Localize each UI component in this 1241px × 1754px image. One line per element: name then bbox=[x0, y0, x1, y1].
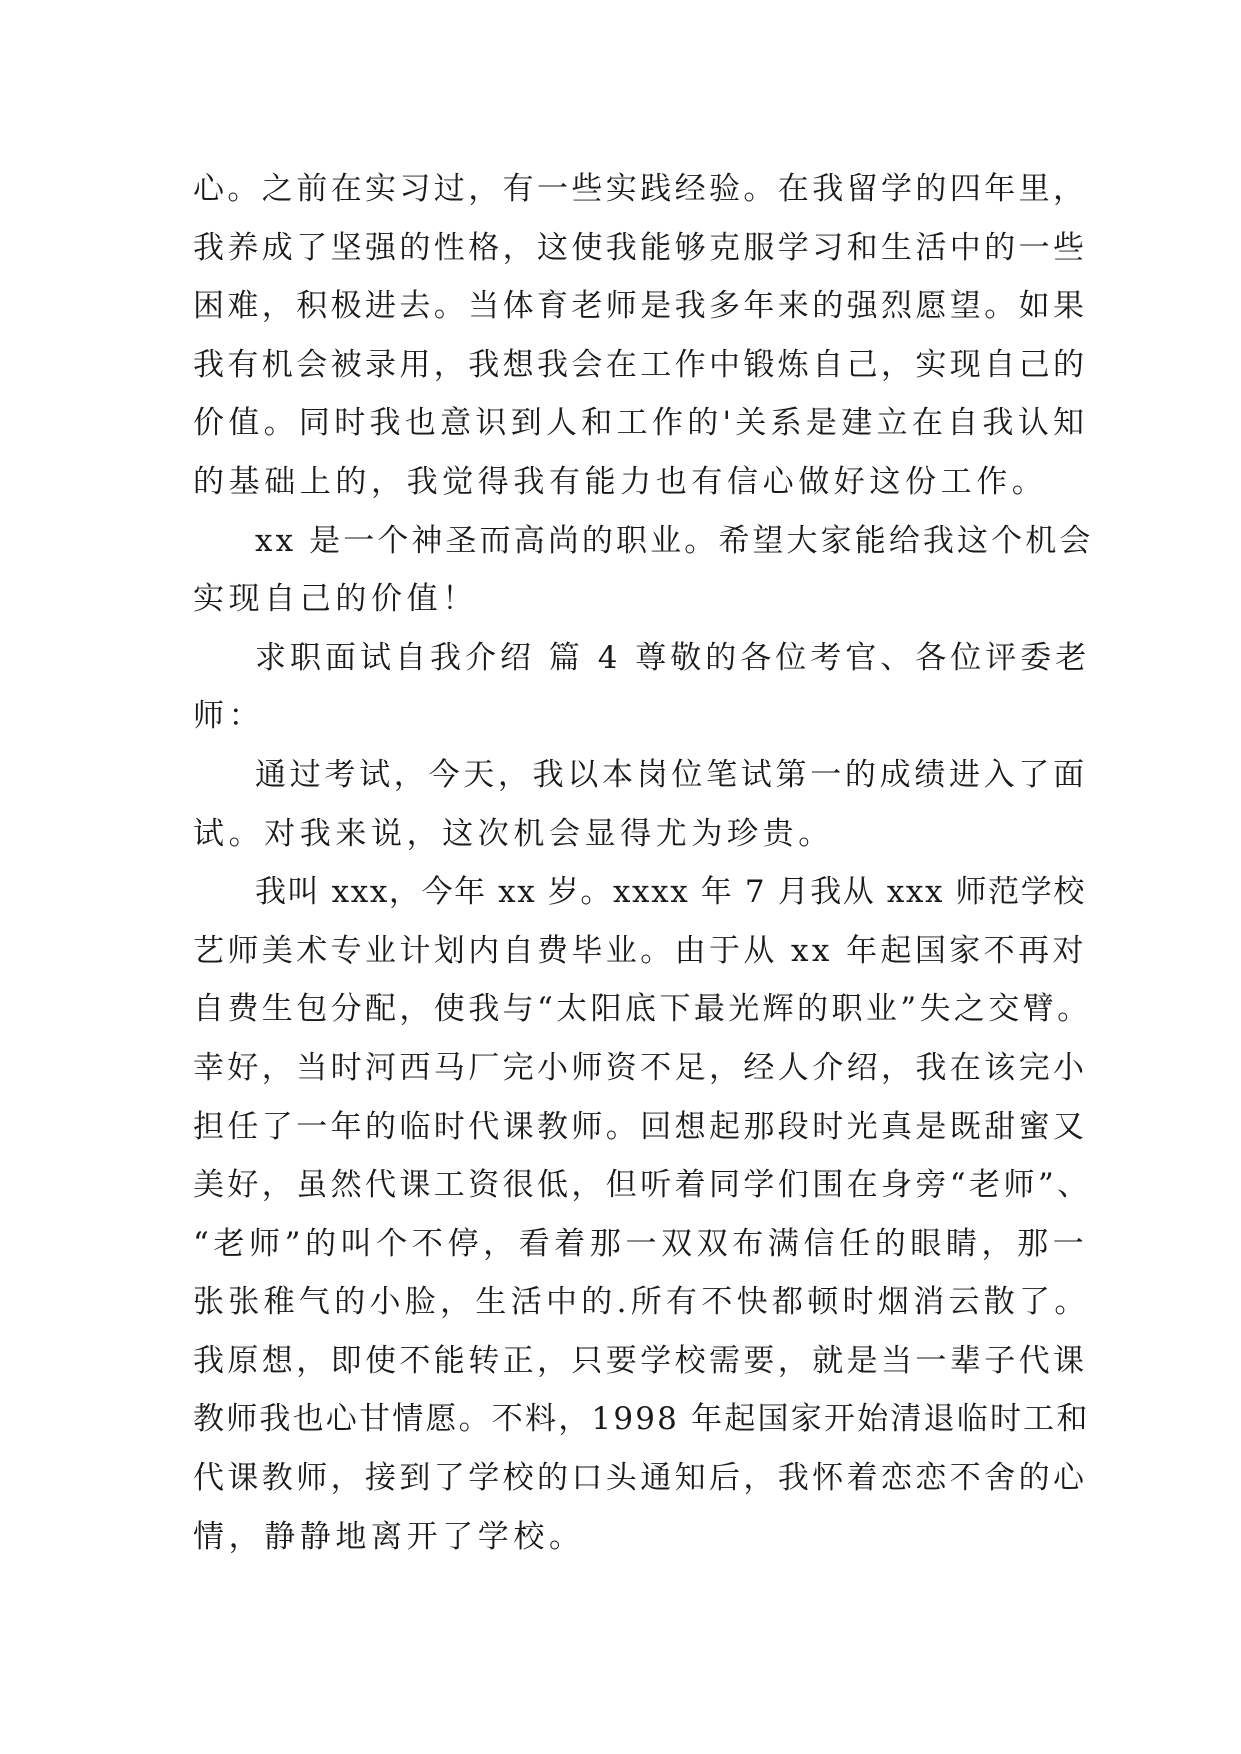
text-line: 幸好，当时河西马厂完小师资不足，经人介绍，我在该完小 bbox=[193, 1049, 1088, 1086]
text-line: 我养成了坚强的性格，这使我能够克服学习和生活中的一些 bbox=[193, 229, 1088, 266]
text-line: 的基础上的，我觉得我有能力也有信心做好这份工作。 bbox=[193, 463, 1048, 500]
text-line: 美好，虽然代课工资很低，但听着同学们围在身旁“老师”、 bbox=[193, 1167, 1092, 1204]
text-line: “老师”的叫个不停，看着那一双双布满信任的眼睛，那一 bbox=[193, 1225, 1089, 1262]
text-line: 艺师美术专业计划内自费毕业。由于从 xx 年起国家不再对 bbox=[193, 932, 1087, 969]
text-line: 自费生包分配，使我与“太阳底下最光辉的职业”失之交臂。 bbox=[193, 991, 1092, 1028]
text-line: 求职面试自我介绍 篇 4 尊敬的各位考官、各位评委老 bbox=[255, 639, 1091, 676]
text-line: 通过考试，今天，我以本岗位笔试第一的成绩进入了面 bbox=[255, 756, 1088, 793]
text-line: 心。之前在实习过，有一些实践经验。在我留学的四年里， bbox=[193, 171, 1088, 207]
text-line: 实现自己的价值！ bbox=[193, 581, 478, 618]
text-line: 代课教师，接到了学校的口头通知后，我怀着恋恋不舍的心 bbox=[193, 1460, 1088, 1497]
text-line: 困难，积极进去。当体育老师是我多年来的强烈愿望。如果 bbox=[193, 288, 1088, 325]
text-line: 担任了一年的临时代课教师。回想起那段时光真是既甜蜜又 bbox=[193, 1108, 1088, 1145]
text-line: 试。对我来说，这次机会显得尤为珍贵。 bbox=[193, 815, 834, 852]
text-line: 张张稚气的小脸，生活中的.所有不快都顿时烟消云散了。 bbox=[193, 1284, 1090, 1321]
text-line: 师： bbox=[193, 698, 265, 735]
text-line: 情，静静地离开了学校。 bbox=[193, 1518, 585, 1555]
text-line: 教师我也心甘情愿。不料，1998 年起国家开始清退临时工和 bbox=[193, 1401, 1090, 1438]
document-body bbox=[193, 160, 1093, 1566]
text-line: 我原想，即使不能转正，只要学校需要，就是当一辈子代课 bbox=[193, 1342, 1088, 1379]
text-line: 我有机会被录用，我想我会在工作中锻炼自己，实现自己的 bbox=[193, 346, 1088, 383]
text-line: 我叫 xxx，今年 xx 岁。xxxx 年 7 月我从 xxx 师范学校 bbox=[255, 874, 1086, 911]
text-line: xx 是一个神圣而高尚的职业。希望大家能给我这个机会 bbox=[255, 522, 1094, 559]
text-line: 价值。同时我也意识到人和工作的'关系是建立在自我认知 bbox=[193, 405, 1089, 442]
